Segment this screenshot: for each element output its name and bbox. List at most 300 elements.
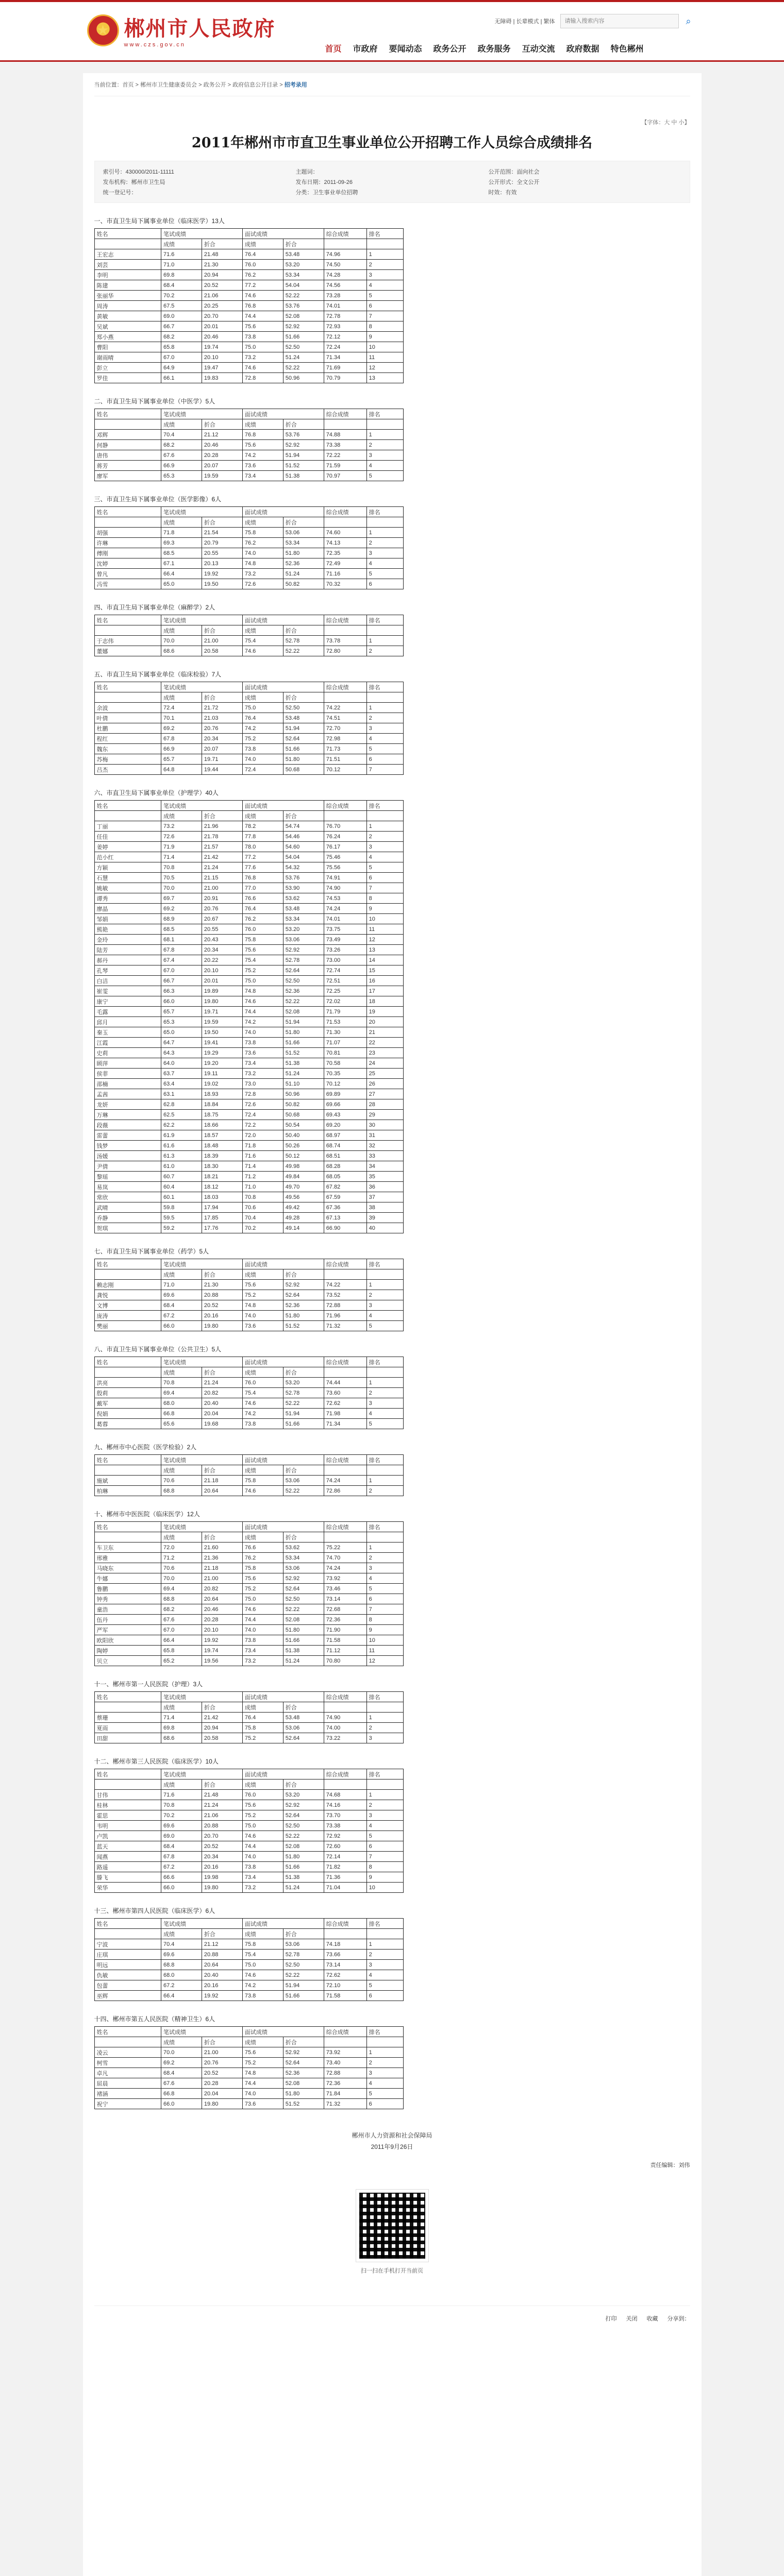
table-cell: 姓名	[94, 1259, 161, 1269]
table-cell: 成绩	[161, 811, 202, 821]
table-cell: 37	[366, 1192, 403, 1202]
table-cell: 20.43	[202, 935, 242, 945]
table-cell: 74.0	[242, 1027, 283, 1038]
table-cell: 21.30	[202, 260, 242, 270]
table-cell: 72.74	[324, 965, 366, 976]
table-cell: 姓名	[94, 1769, 161, 1780]
table-cell: 52.22	[283, 646, 324, 656]
table-cell: 70.4	[161, 430, 202, 440]
table-cell: 52.78	[283, 1950, 324, 1960]
table-cell: 20.40	[202, 1970, 242, 1980]
table-cell	[366, 692, 403, 703]
table-cell: 49.14	[283, 1223, 324, 1233]
table-cell: 74.0	[242, 1311, 283, 1321]
table-cell: 5	[366, 1419, 403, 1429]
table-cell: 75.56	[324, 862, 366, 873]
table-cell: 71.04	[324, 1883, 366, 1893]
section-title: 二、市直卫生局下属事业单位（中医学）5人	[94, 398, 215, 405]
meta-field: 统一登记号：	[103, 190, 137, 196]
table-cell: 20.76	[202, 723, 242, 734]
table-cell: 52.64	[283, 1733, 324, 1743]
table-row	[94, 579, 403, 589]
breadcrumb-item[interactable]: 政府信息公开目录	[232, 82, 278, 88]
table-cell: 74.24	[324, 1476, 366, 1486]
table-cell: 23	[366, 1048, 403, 1058]
table-cell: 20.88	[202, 1290, 242, 1300]
table-cell: 7	[366, 765, 403, 775]
table-cell: 19.89	[202, 986, 242, 996]
table-cell: 19.92	[202, 1991, 242, 2001]
table-cell: 75.8	[242, 1939, 283, 1950]
favorite-button[interactable]: 收藏	[646, 2316, 658, 2322]
table-cell: 74.60	[324, 528, 366, 538]
table-cell: 洪亮	[94, 1378, 161, 1388]
table-cell: 1	[366, 703, 403, 713]
table-cell: 21.18	[202, 1563, 242, 1573]
table-cell: 77.2	[242, 280, 283, 291]
table-cell: 74.51	[324, 713, 366, 723]
table-cell: 69.6	[161, 1950, 202, 1960]
table-cell: 成绩	[161, 1367, 202, 1378]
site-logo[interactable]	[87, 12, 276, 48]
table-cell: 51.24	[283, 1069, 324, 1079]
table-cell: 鲁鹏	[94, 1584, 161, 1594]
share-label[interactable]: 分享到：	[667, 2316, 690, 2322]
table-cell: 折合	[202, 1929, 242, 1939]
table-subheader-row	[94, 1269, 403, 1280]
table-cell: 52.22	[283, 291, 324, 301]
table-cell: 52.22	[283, 996, 324, 1007]
table-cell: 冯雪	[94, 579, 161, 589]
table-cell: 20.16	[202, 1980, 242, 1991]
table-cell: 2	[366, 1800, 403, 1810]
table-cell: 51.80	[283, 2089, 324, 2099]
table-cell: 倪娟	[94, 1409, 161, 1419]
breadcrumb-item[interactable]: 政务公开	[203, 82, 226, 88]
table-cell: 综合成绩	[324, 682, 366, 692]
table-cell: 73.78	[324, 636, 366, 646]
table-cell: 54.60	[283, 842, 324, 852]
table-cell: 51.66	[283, 332, 324, 342]
table-cell: 70.12	[324, 765, 366, 775]
table-cell: 19.83	[202, 373, 242, 383]
table-cell: 67.0	[161, 965, 202, 976]
table-row	[94, 1398, 403, 1409]
table-cell: 20.34	[202, 734, 242, 744]
table-cell: 20.64	[202, 1960, 242, 1970]
table-cell: 21.96	[202, 821, 242, 832]
table-cell: 51.24	[283, 1883, 324, 1893]
table-cell: 59.8	[161, 1202, 202, 1213]
table-cell: 成绩	[161, 625, 202, 636]
table-row	[94, 1733, 403, 1743]
table-cell: 20	[366, 1017, 403, 1027]
table-cell: 73.4	[242, 1058, 283, 1069]
table-cell: 4	[366, 280, 403, 291]
table-cell: 孟茜	[94, 1089, 161, 1099]
table-cell: 邹娟	[94, 914, 161, 924]
font-size-switcher[interactable]: 【字体：大 中 小】	[641, 120, 690, 126]
table-cell: 5	[366, 1321, 403, 1331]
editor-credit: 责任编辑：刘伟	[650, 2162, 690, 2168]
table-cell: 74.0	[242, 1625, 283, 1635]
table-row	[94, 1202, 403, 1213]
table-cell: 20.55	[202, 924, 242, 935]
table-row	[94, 1321, 403, 1331]
table-cell: 折合	[283, 625, 324, 636]
table-cell: 夏雨	[94, 1723, 161, 1733]
nav-item[interactable]: 要闻动态	[389, 45, 422, 54]
ranking-table	[94, 1454, 404, 1496]
table-cell: 19.98	[202, 1872, 242, 1883]
table-cell: 76.4	[242, 1713, 283, 1723]
table-cell: 综合成绩	[324, 507, 366, 517]
table-cell: 白洁	[94, 976, 161, 986]
table-cell: 71.4	[242, 1161, 283, 1172]
table-cell: 71.96	[324, 1311, 366, 1321]
table-cell: 30	[366, 1120, 403, 1130]
table-cell: 霍思	[94, 1810, 161, 1821]
table-cell: 70.97	[324, 471, 366, 481]
table-cell: 74.8	[242, 2068, 283, 2078]
nav-item[interactable]: 政务服务	[477, 45, 511, 54]
table-cell: 笔试成绩	[161, 229, 243, 239]
table-cell: 74.2	[242, 1980, 283, 1991]
table-cell: 52.36	[283, 558, 324, 569]
table-cell: 易岚	[94, 1182, 161, 1192]
nav-item[interactable]: 特色郴州	[610, 45, 644, 54]
nav-item[interactable]: 政务公开	[433, 45, 466, 54]
nav-item[interactable]: 市政府	[353, 45, 378, 54]
table-row	[94, 1419, 403, 1429]
site-title: 郴州市人民政府	[124, 16, 276, 41]
table-cell: 成绩	[161, 2037, 202, 2047]
search-icon[interactable]: ⌕	[686, 15, 691, 26]
table-cell: 彭立	[94, 363, 161, 373]
table-cell: 72.24	[324, 342, 366, 352]
table-cell: 49.70	[283, 1182, 324, 1192]
table-cell: 72.49	[324, 558, 366, 569]
table-cell: 成绩	[242, 239, 283, 249]
table-cell: 70.0	[161, 2047, 202, 2058]
breadcrumb-item[interactable]: 首页	[122, 82, 134, 88]
close-button[interactable]: 关闭	[626, 2316, 638, 2322]
table-cell: 52.78	[283, 636, 324, 646]
table-cell: 包蕾	[94, 1980, 161, 1991]
meta-field: 公开范围：面向社会	[488, 169, 540, 175]
table-cell: 面试成绩	[242, 1522, 324, 1532]
table-cell: 76.0	[242, 924, 283, 935]
table-cell: 折合	[202, 1780, 242, 1790]
nav-item[interactable]: 首页	[325, 45, 342, 54]
table-cell	[94, 1780, 161, 1790]
table-cell: 金玲	[94, 935, 161, 945]
table-cell: 20.76	[202, 2058, 242, 2068]
table-cell: 73.22	[324, 1733, 366, 1743]
table-cell: 71.34	[324, 352, 366, 363]
table-cell: 周涛	[94, 301, 161, 311]
table-cell: 18.57	[202, 1130, 242, 1141]
table-cell: 姓名	[94, 1522, 161, 1532]
table-cell: 52.50	[283, 703, 324, 713]
table-cell: 面试成绩	[242, 229, 324, 239]
table-cell: 20.76	[202, 904, 242, 914]
table-cell: 53.06	[283, 1723, 324, 1733]
table-cell: 53.34	[283, 538, 324, 548]
table-cell: 53.76	[283, 301, 324, 311]
table-cell: 20.94	[202, 1723, 242, 1733]
table-cell: 49.98	[283, 1161, 324, 1172]
table-cell: 20.88	[202, 1821, 242, 1831]
table-cell: 7	[366, 1852, 403, 1862]
table-cell: 51.66	[283, 1862, 324, 1872]
breadcrumb-item[interactable]: 招考录用	[284, 82, 307, 88]
table-cell: 52.50	[283, 976, 324, 986]
table-cell: 54.46	[283, 832, 324, 842]
search-input[interactable]	[560, 14, 679, 28]
table-cell: 蒋芳	[94, 461, 161, 471]
table-cell: 70.80	[324, 1656, 366, 1666]
table-cell: 74.18	[324, 1939, 366, 1950]
table-cell: 19.29	[202, 1048, 242, 1058]
table-cell: 73.2	[242, 1883, 283, 1893]
table-cell: 78.2	[242, 821, 283, 832]
table-row	[94, 1872, 403, 1883]
table-cell: 19.50	[202, 579, 242, 589]
table-cell: 19.92	[202, 569, 242, 579]
table-row	[94, 1543, 403, 1553]
table-cell: 马晓东	[94, 1563, 161, 1573]
table-cell: 75.2	[242, 1290, 283, 1300]
table-cell: 韦明	[94, 1821, 161, 1831]
table-cell: 滕飞	[94, 1872, 161, 1883]
header-toolbox	[495, 13, 696, 29]
table-cell: 72.93	[324, 321, 366, 332]
table-header-row	[94, 1259, 403, 1269]
table-cell: 姓名	[94, 801, 161, 811]
table-cell: 排名	[366, 801, 403, 811]
table-row	[94, 538, 403, 548]
table-cell: 笔试成绩	[161, 1692, 243, 1702]
table-cell	[366, 2037, 403, 2047]
table-cell: 73.8	[242, 1991, 283, 2001]
table-cell: 64.9	[161, 363, 202, 373]
table-cell: 21.42	[202, 852, 242, 862]
table-cell: 排名	[366, 409, 403, 419]
table-cell: 70.2	[161, 1810, 202, 1821]
table-cell: 73.26	[324, 945, 366, 955]
table-cell: 排名	[366, 682, 403, 692]
table-cell: 傅刚	[94, 548, 161, 558]
table-cell: 13	[366, 373, 403, 383]
table-cell: 51.24	[283, 352, 324, 363]
table-cell: 19.80	[202, 1883, 242, 1893]
table-cell: 成绩	[242, 1702, 283, 1713]
table-cell: 70.0	[161, 883, 202, 893]
table-row	[94, 291, 403, 301]
table-row	[94, 301, 403, 311]
table-cell: 4	[366, 734, 403, 744]
table-cell: 武晴	[94, 1202, 161, 1213]
table-cell: 50.82	[283, 1099, 324, 1110]
table-cell: 70.4	[242, 1213, 283, 1223]
table-cell: 74.24	[324, 1563, 366, 1573]
ranking-table	[94, 506, 404, 589]
table-subheader-row	[94, 239, 403, 249]
table-cell: 龚悦	[94, 1290, 161, 1300]
table-cell: 75.6	[242, 1800, 283, 1810]
table-cell: 75.2	[242, 2058, 283, 2068]
table-cell: 72.14	[324, 1852, 366, 1862]
table-cell: 70.35	[324, 1069, 366, 1079]
meta-field: 发布机构：郴州市卫生局	[103, 179, 165, 185]
table-cell: 8	[366, 1862, 403, 1872]
table-row	[94, 1991, 403, 2001]
table-cell: 11	[366, 352, 403, 363]
table-row	[94, 321, 403, 332]
table-cell: 28	[366, 1099, 403, 1110]
table-cell: 笔试成绩	[161, 1455, 243, 1465]
table-row	[94, 1300, 403, 1311]
table-cell	[324, 692, 366, 703]
ranking-table	[94, 1521, 404, 1666]
table-cell: 74.01	[324, 301, 366, 311]
table-cell: 5	[366, 862, 403, 873]
table-cell: 孔琴	[94, 965, 161, 976]
table-cell: 72.2	[242, 1120, 283, 1130]
table-cell: 66.0	[161, 2099, 202, 2109]
table-cell: 73.4	[242, 1872, 283, 1883]
ranking-table	[94, 800, 404, 1233]
table-cell: 苏梅	[94, 754, 161, 765]
table-cell	[366, 811, 403, 821]
table-cell: 73.6	[242, 1321, 283, 1331]
table-cell: 74.68	[324, 1790, 366, 1800]
table-cell: 20.01	[202, 976, 242, 986]
table-cell: 20.13	[202, 558, 242, 569]
table-cell: 钟秀	[94, 1594, 161, 1604]
nav-item[interactable]: 政府数据	[566, 45, 599, 54]
section-title: 十三、郴州市第四人民医院（临床医学）6人	[94, 1907, 215, 1914]
table-cell: 董娜	[94, 646, 161, 656]
table-cell: 面试成绩	[242, 1919, 324, 1929]
print-button[interactable]: 打印	[605, 2316, 617, 2322]
table-row	[94, 1939, 403, 1950]
table-cell: 69.8	[161, 1723, 202, 1733]
table-cell: 73.8	[242, 1419, 283, 1429]
table-cell: 51.52	[283, 1321, 324, 1331]
table-cell: 褚涵	[94, 2089, 161, 2099]
table-cell: 69.8	[161, 270, 202, 280]
breadcrumb-item[interactable]: 郴州市卫生健康委员会	[140, 82, 197, 88]
table-cell: 71.58	[324, 1991, 366, 2001]
table-cell: 20.07	[202, 461, 242, 471]
nav-item[interactable]: 互动交流	[522, 45, 555, 54]
table-row	[94, 270, 403, 280]
table-row	[94, 1048, 403, 1058]
table-row	[94, 1723, 403, 1733]
table-cell: 76.8	[242, 301, 283, 311]
table-cell: 75.0	[242, 1594, 283, 1604]
table-cell: 成绩	[161, 419, 202, 430]
table-cell	[366, 1532, 403, 1543]
table-row	[94, 1800, 403, 1810]
table-cell: 74.00	[324, 1723, 366, 1733]
table-cell: 1	[366, 249, 403, 260]
ranking-table	[94, 1918, 404, 2001]
table-cell: 折合	[283, 1465, 324, 1476]
table-cell	[94, 2037, 161, 2047]
table-cell: 20.01	[202, 321, 242, 332]
table-cell: 75.8	[242, 1476, 283, 1486]
table-cell: 64.3	[161, 1048, 202, 1058]
accessibility-links[interactable]: 无障碍 | 长辈模式 | 繁体	[494, 19, 555, 25]
table-cell: 72.60	[324, 1841, 366, 1852]
table-cell: 70.58	[324, 1058, 366, 1069]
table-cell: 68.4	[161, 1841, 202, 1852]
table-cell: 73.14	[324, 1960, 366, 1970]
table-cell: 排名	[366, 1769, 403, 1780]
table-cell: 2	[366, 1553, 403, 1563]
table-row	[94, 1960, 403, 1970]
table-header-row	[94, 1919, 403, 1929]
table-cell: 75.8	[242, 1723, 283, 1733]
table-cell: 73.00	[324, 955, 366, 965]
table-row	[94, 1151, 403, 1161]
table-cell: 罗佳	[94, 373, 161, 383]
table-cell: 施斌	[94, 1476, 161, 1486]
table-cell: 3	[366, 1960, 403, 1970]
table-cell: 67.82	[324, 1182, 366, 1192]
table-cell	[94, 1702, 161, 1713]
table-cell: 50.68	[283, 1110, 324, 1120]
table-cell: 68.4	[161, 2068, 202, 2078]
table-cell: 72.80	[324, 646, 366, 656]
table-cell: 52.36	[283, 2068, 324, 2078]
table-cell: 69.89	[324, 1089, 366, 1099]
table-cell: 52.64	[283, 1290, 324, 1300]
table-cell: 曹阳	[94, 342, 161, 352]
table-cell: 76.17	[324, 842, 366, 852]
table-cell: 70.8	[161, 862, 202, 873]
table-row	[94, 1563, 403, 1573]
table-cell: 69.2	[161, 2058, 202, 2068]
table-cell: 72.35	[324, 548, 366, 558]
table-cell: 程红	[94, 734, 161, 744]
table-cell: 吴斌	[94, 321, 161, 332]
table-cell: 51.66	[283, 1038, 324, 1048]
table-cell: 72.92	[324, 1831, 366, 1841]
table-cell: 面试成绩	[242, 1455, 324, 1465]
table-cell: 64.7	[161, 1038, 202, 1048]
table-cell: 68.4	[161, 1300, 202, 1311]
table-cell: 32	[366, 1141, 403, 1151]
table-row	[94, 1192, 403, 1202]
table-cell: 72.78	[324, 311, 366, 321]
table-cell: 70.2	[161, 291, 202, 301]
table-cell: 戴军	[94, 1398, 161, 1409]
table-cell: 成绩	[161, 239, 202, 249]
table-header-row	[94, 801, 403, 811]
table-cell: 71.4	[161, 852, 202, 862]
table-cell: 74.6	[242, 363, 283, 373]
table-cell: 66.4	[161, 1991, 202, 2001]
table-cell: 70.1	[161, 713, 202, 723]
table-cell: 52.92	[283, 1573, 324, 1584]
table-cell: 29	[366, 1110, 403, 1120]
table-subheader-row	[94, 1367, 403, 1378]
table-cell: 70.6	[242, 1202, 283, 1213]
